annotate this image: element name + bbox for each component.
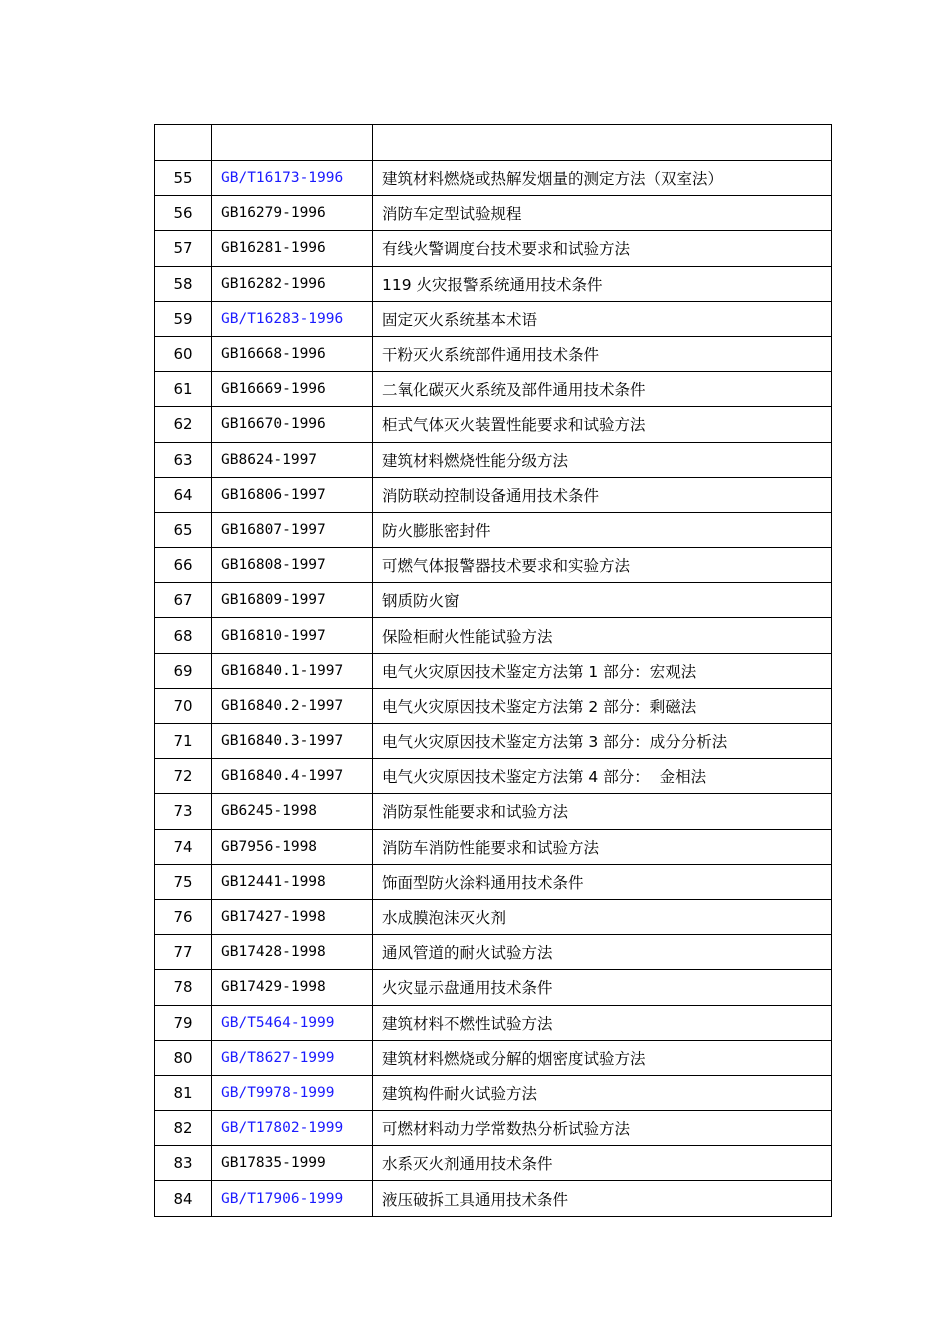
standard-code: GB16808-1997 bbox=[221, 557, 326, 574]
table-row bbox=[155, 688, 832, 723]
row-number: 69 bbox=[155, 653, 212, 688]
standard-code-cell bbox=[212, 1075, 373, 1110]
standard-code: GB16810-1997 bbox=[221, 627, 326, 644]
standard-title: 二氧化碳灭火系统及部件通用技术条件 bbox=[373, 372, 832, 407]
standard-code: GB16279-1996 bbox=[221, 205, 326, 222]
row-number: 59 bbox=[155, 301, 212, 336]
standard-code: GB16669-1996 bbox=[221, 381, 326, 398]
standard-title: 钢质防火窗 bbox=[373, 583, 832, 618]
row-number: 57 bbox=[155, 231, 212, 266]
standard-title: 防火膨胀密封件 bbox=[373, 512, 832, 547]
standard-code: GB8624-1997 bbox=[221, 451, 318, 468]
standard-code-link[interactable]: GB/T17802-1999 bbox=[221, 1120, 344, 1137]
standard-code-cell bbox=[212, 970, 373, 1005]
standard-title: 水成膜泡沫灭火剂 bbox=[373, 899, 832, 934]
row-number: 77 bbox=[155, 935, 212, 970]
standard-code-cell bbox=[212, 618, 373, 653]
standard-title: 可燃材料动力学常数热分析试验方法 bbox=[373, 1111, 832, 1146]
standard-code: GB17427-1998 bbox=[221, 909, 326, 926]
standard-code-link[interactable]: GB/T8627-1999 bbox=[221, 1049, 335, 1066]
standard-title: 保险柜耐火性能试验方法 bbox=[373, 618, 832, 653]
row-number: 75 bbox=[155, 864, 212, 899]
standard-title: 固定灭火系统基本术语 bbox=[373, 301, 832, 336]
row-number: 70 bbox=[155, 688, 212, 723]
standard-code: GB7956-1998 bbox=[221, 838, 318, 855]
blank-cell bbox=[155, 125, 212, 161]
row-number: 56 bbox=[155, 196, 212, 231]
standard-code-cell bbox=[212, 336, 373, 371]
standard-title: 消防联动控制设备通用技术条件 bbox=[373, 477, 832, 512]
blank-cell bbox=[212, 125, 373, 161]
standard-code-cell bbox=[212, 1040, 373, 1075]
row-number: 60 bbox=[155, 336, 212, 371]
standard-code-cell bbox=[212, 935, 373, 970]
standard-code: GB6245-1998 bbox=[221, 803, 318, 820]
table-row bbox=[155, 477, 832, 512]
standard-code-cell bbox=[212, 266, 373, 301]
row-number: 79 bbox=[155, 1005, 212, 1040]
standard-code-cell bbox=[212, 548, 373, 583]
row-number: 64 bbox=[155, 477, 212, 512]
standard-code-cell bbox=[212, 829, 373, 864]
standard-title: 柜式气体灭火装置性能要求和试验方法 bbox=[373, 407, 832, 442]
row-number: 68 bbox=[155, 618, 212, 653]
row-number: 65 bbox=[155, 512, 212, 547]
standard-code-link[interactable]: GB/T9978-1999 bbox=[221, 1084, 335, 1101]
standard-title: 消防泵性能要求和试验方法 bbox=[373, 794, 832, 829]
row-number: 84 bbox=[155, 1181, 212, 1216]
row-number: 80 bbox=[155, 1040, 212, 1075]
standard-title: 饰面型防火涂料通用技术条件 bbox=[373, 864, 832, 899]
standard-code: GB12441-1998 bbox=[221, 873, 326, 890]
standard-title: 干粉灭火系统部件通用技术条件 bbox=[373, 336, 832, 371]
standard-title: 建筑材料燃烧或分解的烟密度试验方法 bbox=[373, 1040, 832, 1075]
row-number: 82 bbox=[155, 1111, 212, 1146]
standard-code: GB16668-1996 bbox=[221, 346, 326, 363]
standard-code: GB16840.1-1997 bbox=[221, 662, 344, 679]
table-row bbox=[155, 336, 832, 371]
table-row bbox=[155, 407, 832, 442]
standard-code-link[interactable]: GB/T16283-1996 bbox=[221, 310, 344, 327]
table-row bbox=[155, 899, 832, 934]
standard-code-cell bbox=[212, 653, 373, 688]
standard-title: 有线火警调度台技术要求和试验方法 bbox=[373, 231, 832, 266]
standard-title: 建筑材料不燃性试验方法 bbox=[373, 1005, 832, 1040]
table-row bbox=[155, 1111, 832, 1146]
standard-title: 建筑材料燃烧性能分级方法 bbox=[373, 442, 832, 477]
table-row bbox=[155, 759, 832, 794]
table-row bbox=[155, 618, 832, 653]
table-row bbox=[155, 864, 832, 899]
row-number: 58 bbox=[155, 266, 212, 301]
standard-code-cell bbox=[212, 407, 373, 442]
standard-code-cell bbox=[212, 477, 373, 512]
standard-code: GB17835-1999 bbox=[221, 1155, 326, 1172]
row-number: 73 bbox=[155, 794, 212, 829]
standard-title: 电气火灾原因技术鉴定方法第 4 部分： 金相法 bbox=[373, 759, 832, 794]
standard-title: 水系灭火剂通用技术条件 bbox=[373, 1146, 832, 1181]
row-number: 55 bbox=[155, 161, 212, 196]
table-row bbox=[155, 512, 832, 547]
table-row bbox=[155, 1005, 832, 1040]
table-row bbox=[155, 829, 832, 864]
standard-code-cell bbox=[212, 794, 373, 829]
row-number: 66 bbox=[155, 548, 212, 583]
standard-title: 可燃气体报警器技术要求和实验方法 bbox=[373, 548, 832, 583]
standard-title: 建筑材料燃烧或热解发烟量的测定方法（双室法） bbox=[373, 161, 832, 196]
standard-title: 119 火灾报警系统通用技术条件 bbox=[373, 266, 832, 301]
table-row bbox=[155, 794, 832, 829]
row-number: 62 bbox=[155, 407, 212, 442]
standard-code-cell bbox=[212, 512, 373, 547]
table-row bbox=[155, 724, 832, 759]
standard-title: 消防车定型试验规程 bbox=[373, 196, 832, 231]
standard-code-cell bbox=[212, 899, 373, 934]
row-number: 61 bbox=[155, 372, 212, 407]
standard-code-cell bbox=[212, 688, 373, 723]
standard-title: 电气火灾原因技术鉴定方法第 1 部分：宏观法 bbox=[373, 653, 832, 688]
row-number: 72 bbox=[155, 759, 212, 794]
table-row bbox=[155, 266, 832, 301]
standard-code-cell bbox=[212, 1181, 373, 1216]
standard-code-cell bbox=[212, 1146, 373, 1181]
table-blank-header-row bbox=[155, 125, 832, 161]
table-row bbox=[155, 372, 832, 407]
standard-code-cell bbox=[212, 196, 373, 231]
standard-code: GB16840.3-1997 bbox=[221, 733, 344, 750]
standard-code-cell bbox=[212, 231, 373, 266]
standard-code: GB17428-1998 bbox=[221, 944, 326, 961]
table-row bbox=[155, 653, 832, 688]
standard-code-cell bbox=[212, 301, 373, 336]
standard-title: 电气火灾原因技术鉴定方法第 2 部分：剩磁法 bbox=[373, 688, 832, 723]
standard-code: GB16806-1997 bbox=[221, 486, 326, 503]
table-row bbox=[155, 196, 832, 231]
standard-code-cell bbox=[212, 372, 373, 407]
standard-code-link[interactable]: GB/T5464-1999 bbox=[221, 1014, 335, 1031]
standard-code-cell bbox=[212, 864, 373, 899]
standard-code-cell bbox=[212, 759, 373, 794]
standard-code-cell bbox=[212, 583, 373, 618]
row-number: 71 bbox=[155, 724, 212, 759]
standard-title: 通风管道的耐火试验方法 bbox=[373, 935, 832, 970]
table-row bbox=[155, 1040, 832, 1075]
table-row bbox=[155, 301, 832, 336]
table-row bbox=[155, 935, 832, 970]
standard-title: 建筑构件耐火试验方法 bbox=[373, 1075, 832, 1110]
standard-code: GB16282-1996 bbox=[221, 275, 326, 292]
row-number: 83 bbox=[155, 1146, 212, 1181]
standard-code-cell bbox=[212, 724, 373, 759]
standard-title: 火灾显示盘通用技术条件 bbox=[373, 970, 832, 1005]
standard-title: 电气火灾原因技术鉴定方法第 3 部分：成分分析法 bbox=[373, 724, 832, 759]
table-row bbox=[155, 583, 832, 618]
table-row bbox=[155, 1146, 832, 1181]
blank-cell bbox=[373, 125, 832, 161]
table-row bbox=[155, 442, 832, 477]
row-number: 63 bbox=[155, 442, 212, 477]
standard-code: GB16840.2-1997 bbox=[221, 697, 344, 714]
standard-title: 消防车消防性能要求和试验方法 bbox=[373, 829, 832, 864]
table-row bbox=[155, 1075, 832, 1110]
standard-code: GB16670-1996 bbox=[221, 416, 326, 433]
standard-code-cell bbox=[212, 442, 373, 477]
standards-table-body bbox=[155, 125, 832, 1217]
standard-code: GB16807-1997 bbox=[221, 521, 326, 538]
standard-title: 液压破拆工具通用技术条件 bbox=[373, 1181, 832, 1216]
table-row bbox=[155, 231, 832, 266]
standard-code: GB16281-1996 bbox=[221, 240, 326, 257]
table-row bbox=[155, 970, 832, 1005]
table-row bbox=[155, 548, 832, 583]
row-number: 74 bbox=[155, 829, 212, 864]
standard-code-cell bbox=[212, 161, 373, 196]
table-row bbox=[155, 1181, 832, 1216]
standard-code-link[interactable]: GB/T16173-1996 bbox=[221, 170, 344, 187]
standard-code-link[interactable]: GB/T17906-1999 bbox=[221, 1190, 344, 1207]
row-number: 67 bbox=[155, 583, 212, 618]
standard-code: GB16840.4-1997 bbox=[221, 768, 344, 785]
standards-table bbox=[154, 124, 832, 1217]
standard-code-cell bbox=[212, 1111, 373, 1146]
row-number: 81 bbox=[155, 1075, 212, 1110]
row-number: 78 bbox=[155, 970, 212, 1005]
row-number: 76 bbox=[155, 899, 212, 934]
standard-code: GB17429-1998 bbox=[221, 979, 326, 996]
standard-code: GB16809-1997 bbox=[221, 592, 326, 609]
table-row bbox=[155, 161, 832, 196]
standard-code-cell bbox=[212, 1005, 373, 1040]
